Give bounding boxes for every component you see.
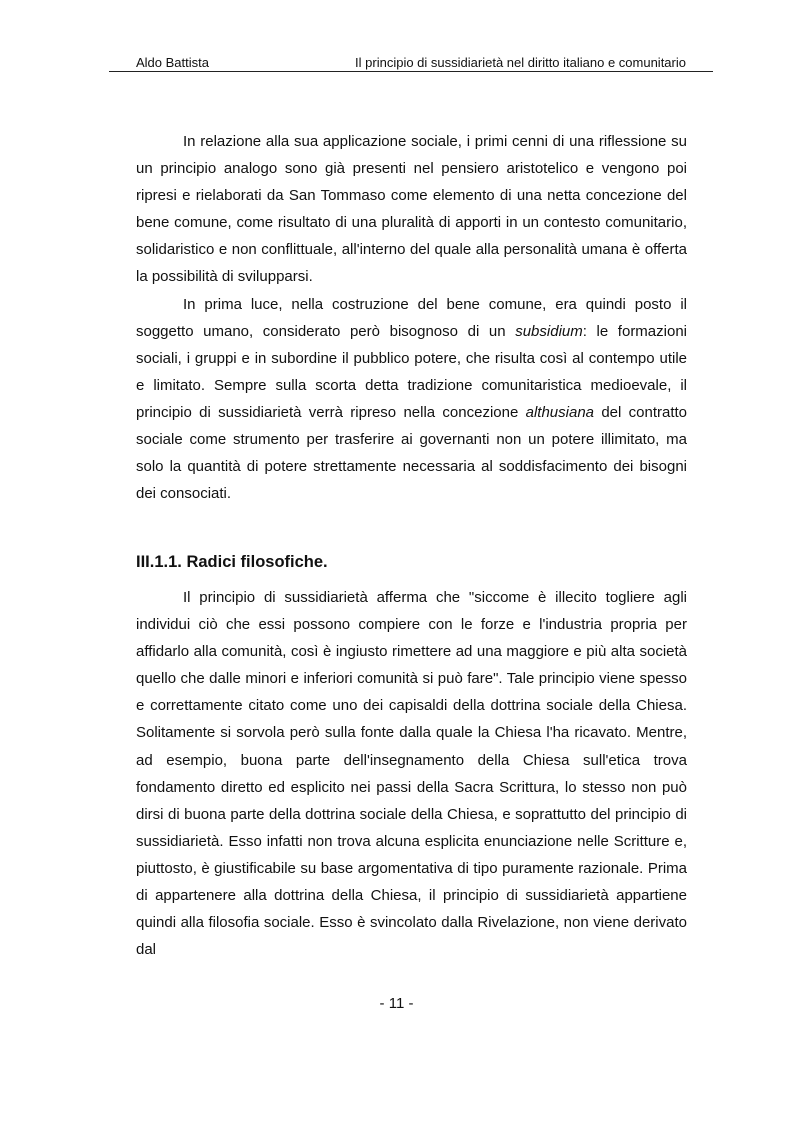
paragraph-1: In relazione alla sua applicazione sociale, i primi cenni di una riflessione su un principio analogo sono già presenti nel pensiero aristotelico e vengono poi ripresi e rielaborati da San Tommaso come elemento di una netta concezione del bene comune, come risultato di una pluralità di apporti in un contesto comunitario, solidaristico e non conflittuale, all'interno del quale alla personalità umana è offerta la possibilità di svilupparsi. <box>136 133 687 286</box>
paragraph-2-part-1: In prima luce, nella costruzione del bene comune, era quindi posto il soggetto umano, considerato però bisognoso di un <box>136 295 687 340</box>
page-number: - 11 - <box>379 995 414 1012</box>
paragraph-2-part-3: del contratto sociale come strumento per trasferire ai governanti non un potere illimitato, ma solo la quantità di potere strettamente necessaria al soddisfacimento dei bisogni dei consociati. <box>136 403 688 503</box>
header-author: Aldo Battista <box>136 55 209 70</box>
paragraph-2-part-2: : le formazioni sociali, i gruppi e in subordine il pubblico potere, che risulta così al contempo utile e limitato. Sempre sulla scorta detta tradizione comunitaristica medioevale, il principio di sussidiarietà verrà ripreso nella concezione <box>136 322 687 421</box>
paragraph-3: Il principio di sussidiarietà afferma che "siccome è illecito togliere agli individui ciò che essi possono compiere con le forze e l'industria propria per affidarlo alla comunità, così è ingiusto rimettere ad una maggiore e più alta società quello che dalle minori e inferiori comunità si può fare". Tale principio viene spesso e correttamente citato come uno dei capisaldi della dottrina sociale della Chiesa. Solitamente si sorvola però sulla fonte dalla quale la Chiesa l'ha ricavato. Mentre, ad esempio, buona parte dell'insegnamento della Chiesa sull'etica trova fondamento diretto ed esplicito nei passi della Sacra Scrittura, lo stesso non può dirsi di buona parte della dottrina sociale della Chiesa, e soprattutto del principio di sussidiarietà. Esso infatti non trova alcuna esplicita enunciazione nelle Scritture e, piuttosto, è giustificabile su base argomentativa di tipo puramente razionale. Prima di appartenere alla dottrina della Chiesa, il principio di sussidiarietà appartiene quindi alla filosofia sociale. Esso è svincolato dalla Rivelazione, non viene derivato dal <box>136 589 687 959</box>
header-title: Il principio di sussidiarietà nel diritto italiano e comunitario <box>355 55 686 70</box>
paragraph-2-emphasis-althusiana: althusiana <box>525 403 595 421</box>
intro-text <box>136 128 687 507</box>
section-heading: III.1.1. Radici filosofiche. <box>136 553 328 571</box>
paragraph-2 <box>136 291 687 508</box>
section-text <box>136 584 687 963</box>
paragraph-2-emphasis-subsidium: subsidium <box>515 322 583 340</box>
page-header <box>109 54 713 72</box>
